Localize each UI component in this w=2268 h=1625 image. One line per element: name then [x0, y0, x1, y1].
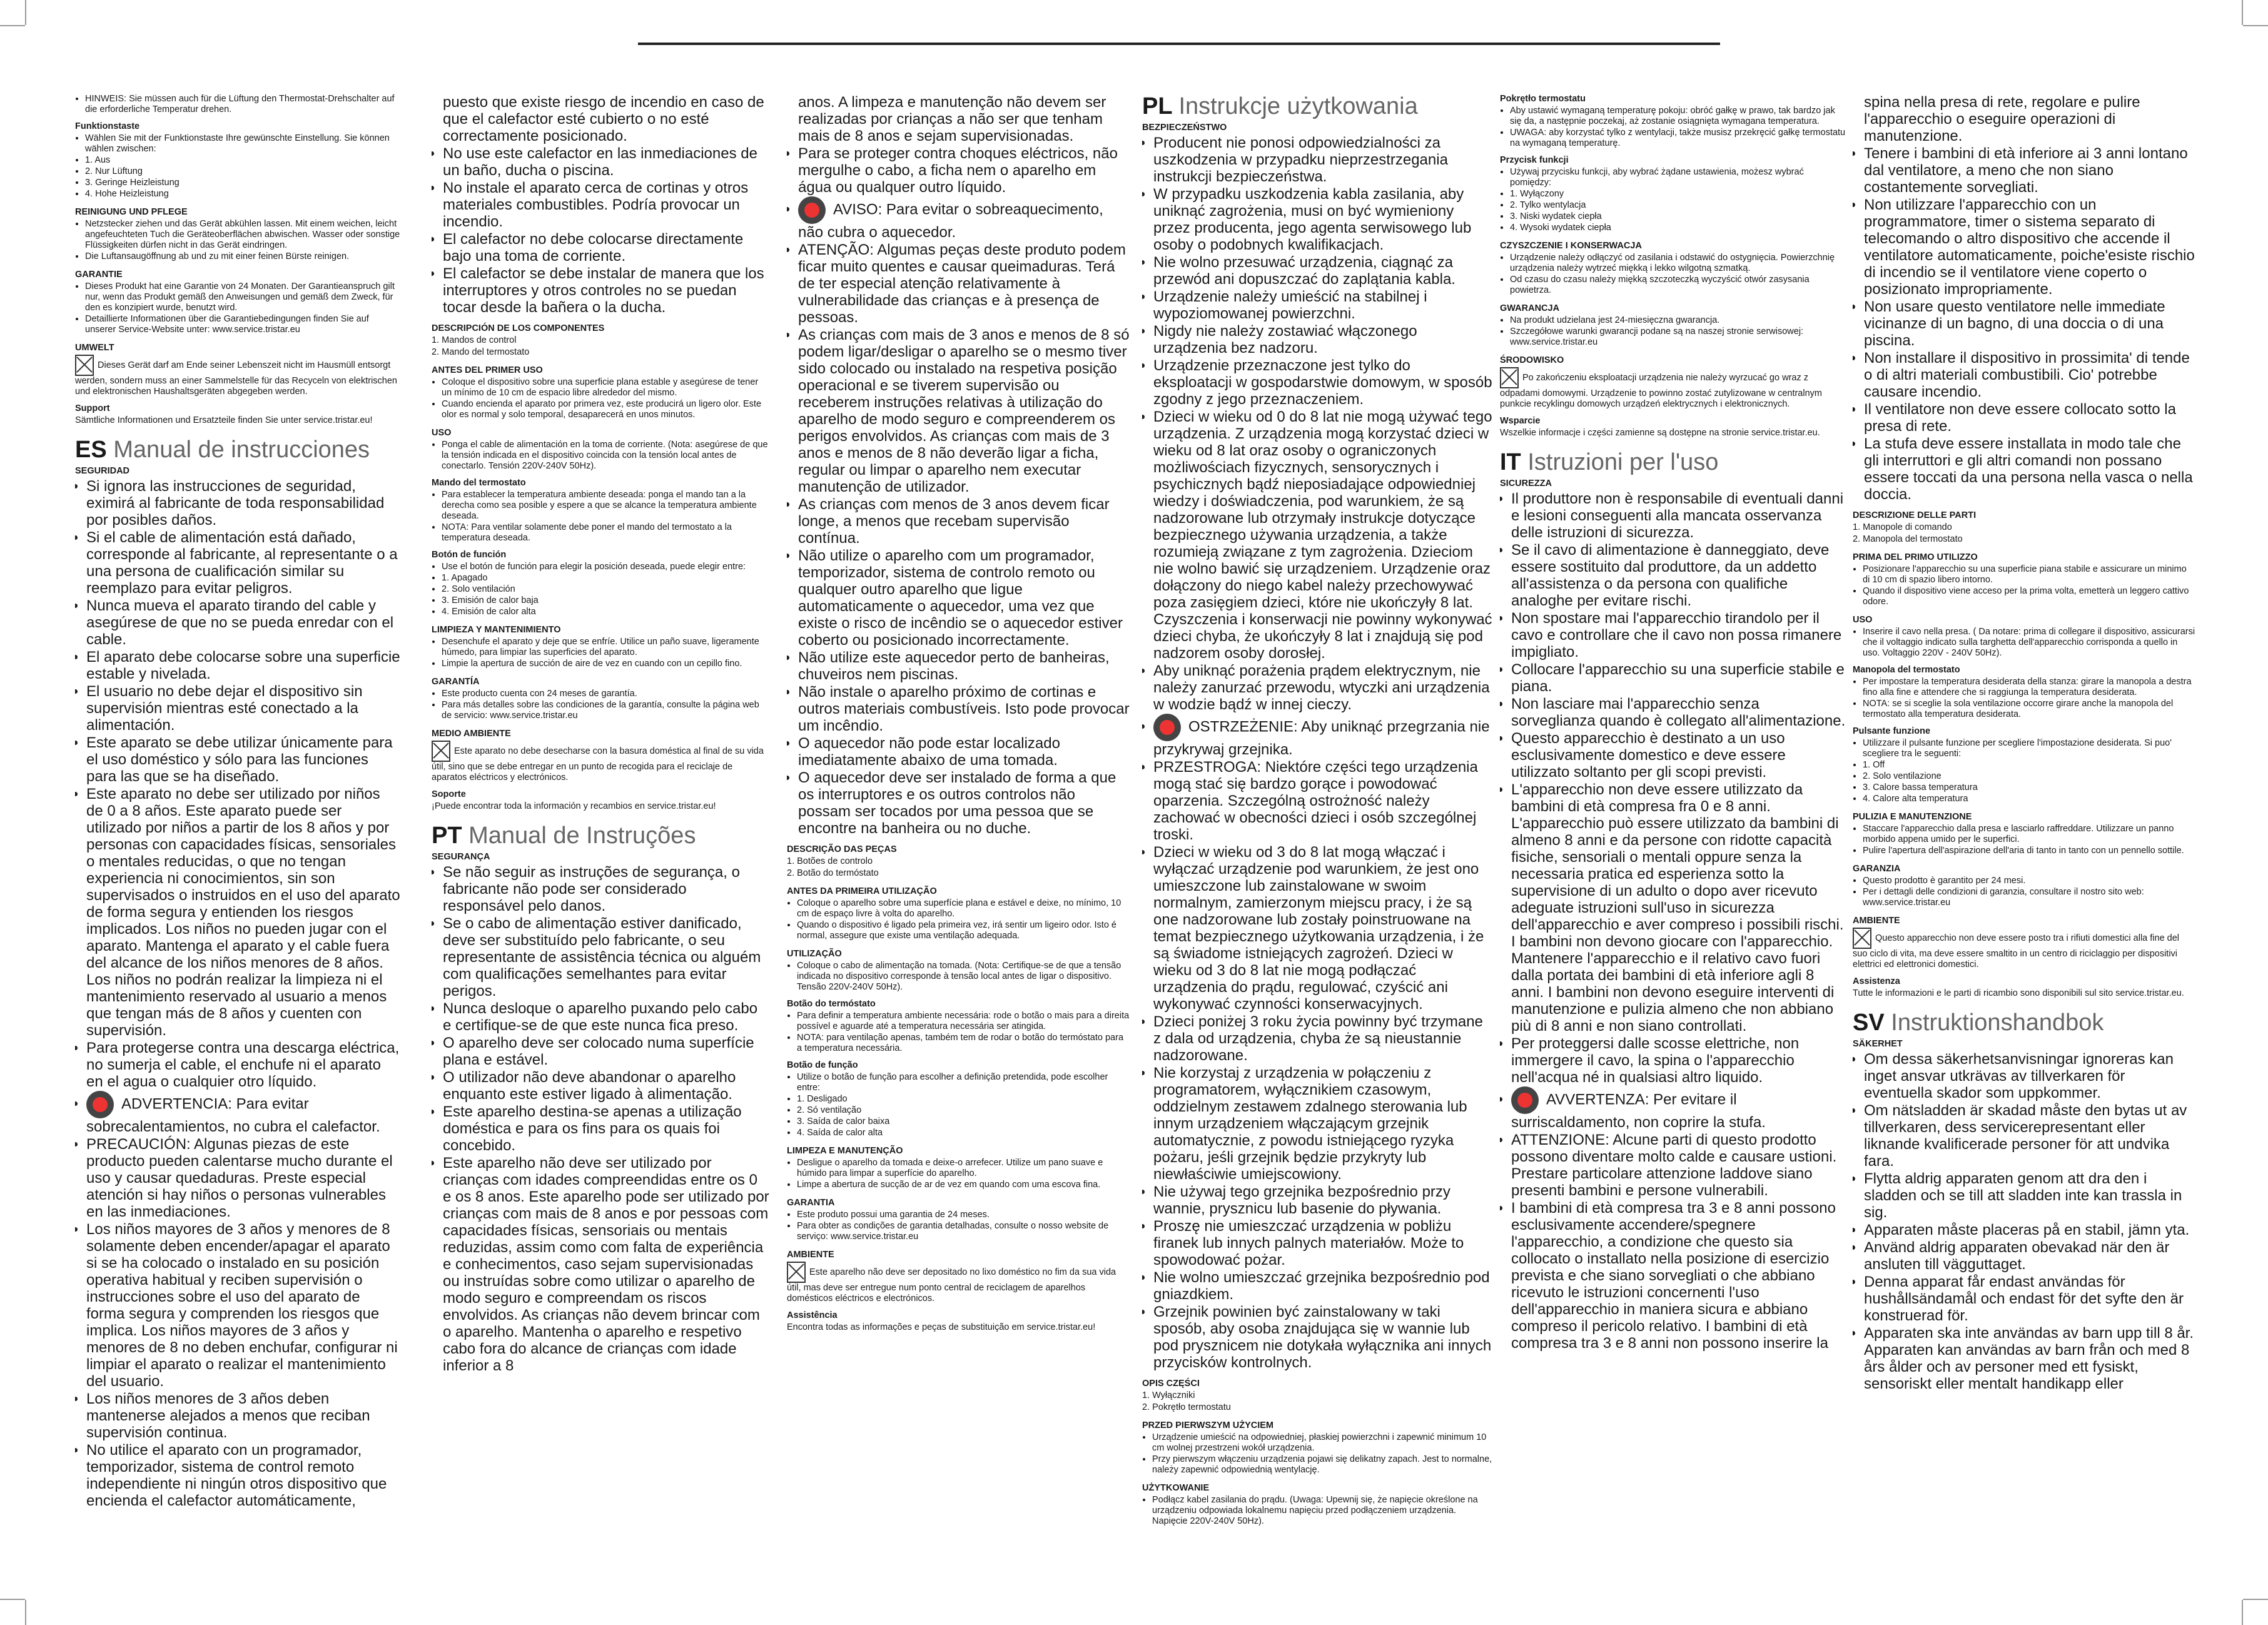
support-title: Support [75, 403, 110, 413]
umwelt-title: UMWELT [75, 343, 114, 353]
column-5: Pokrętło termostatu • Aby ustawić wymaganą temperaturę pokoju: obróć gałkę w prawo, tak bardzo jak się da, a następnie poczekaj, aż zostanie osiągnięta wymagana temperatura. • UWAGA: aby korzystać tylko z wentylacji, także musisz przekręcić gałkę termostatu na wymaganą temperaturę. Przycisk funkcji • Używaj przycisku funkcji, aby wybrać żądane ustawienia, możesz wybrać pomiędzy: • 1. Wyłączony • 2. Tylko wentylacja • 3. Niski wydatek ciepła • 4. Wysoki wydatek ciepła CZYSZCZENIE I KONSERWACJA • Urządzenie należy odłączyć od zasilania i odstawić do ostygnięcia. Powierzchnię urządzenia należy wytrzeć miękką i lekko wilgotną szmatką. • Od czasu do czasu należy miękką szczoteczką wyczyścić otwór zasysania powietrza. GWARANCJA • Na produkt udzielana jest 24-miesięczna gwarancja. • Szczegółowe warunki gwarancji podane są na naszej stronie serwisowej: www.service.tristar.eu ŚRODOWISKO Po zakończeniu eksploatacji urządzenia nie należy wyrzucać go wraz z odpadami domowymi. Urządzenie to powinno zostać zutylizowane w centralnym punkcie recyklingu domowych urządzeń elektrycznych i elektronicznych. Wsparcie Wszelkie informacje i części zamienne są dostępne na stronie service.tristar.eu. IT Istruzioni per l'uso SICUREZZA • Il produttore non è responsabile di eventuali danni e lesioni conseguenti alla mancata osservanza delle istruzioni di sicurezza. • Se il cavo di alimentazione è danneggiato, deve essere sostituito dal produttore, da un addetto all'assistenza o da persona con qualifiche analoghe per evitare rischi. • Non spostare mai l'apparecchio tirandolo per il cavo e controllare che il cavo non possa rimanere impigliato. • Collocare l'apparecchio su una superficie stabile e piana. • Non lasciare mai l'apparecchio senza sorveglianza quando è collegato all'alimentazione. • Questo apparecchio è destinato a un uso esclusivamente domestico e deve essere utilizzato soltanto per gli scopi previsti. • L'apparecchio non deve essere utilizzato da bambini di età compresa fra 0 e 8 anni. L'apparecchio può essere utilizzato da bambini di almeno 8 anni e da persone con ridotte capacità fisiche, sensoriali o mentali oppure senza la necessaria pratica ed esperienza sotto la supervisione di un adulto o dopo aver ricevuto adeguate istruzioni sull'uso in sicurezza dell'apparecchio e aver compreso i possibili rischi. I bambini non devono giocare con l'apparecchio. Mantenere l'apparecchio e il relativo cavo fuori dalla portata dei bambini di età inferiore agli 8 anni. I bambini non devono eseguire interventi di manutenzione e pulizia almeno che non abbiano più di 8 anni e non siano controllati. • Per proteggersi dalle scosse elettriche, non immergere il cavo, la spina o l'apparecchio nell'acqua né in qualsiasi altro liquido. • AVVERTENZA: Per evitare il surriscaldamento, non coprire la stufa. • ATTENZIONE: Alcune parti di questo prodotto possono diventare molto calde e causare ustioni. Prestare particolare attenzione laddove siano presenti bambini e persone vulnerabili. • I bambini di età compresa tra 3 e 8 anni possono esclusivamente accendere/spegnere l'apparecchio, a condizione che questo sia collocato o installato nella posizione di esercizio prevista e che siano sorvegliati o che abbiano ricevuto le istruzioni concernenti l'uso dell'apparecchio in maniera sicura e abbiano compreso il pericolo relativo. I bambini di età compresa tra 3 e 8 anni non possono inserire la [1500, 94, 1847, 1594]
reinigung-title: REINIGUNG UND PFLEGE [75, 207, 188, 217]
crop-mark-tr-h [2243, 25, 2268, 26]
recycle-bin-icon [1500, 367, 1519, 388]
recycle-bin-icon [75, 355, 94, 376]
pt-heading: PT Manual de Instruções [432, 823, 696, 849]
no-cover-warning-icon [1511, 1086, 1539, 1114]
crop-mark-br-h [2243, 1599, 2268, 1600]
column-4: PL Instrukcje użytkowania BEZPIECZEŃSTWO • Producent nie ponosi odpowiedzialności za uszkodzenia w przypadku nieprzestrzegania instrukcji bezpieczeństwa. • W przypadku uszkodzenia kabla zasilania, aby uniknąć zagrożenia, musi on być wymieniony przez producenta, jego agenta serwisowego lub osoby o podobnych kwalifikacjach. • Nie wolno przesuwać urządzenia, ciągnąć za przewód ani dopuszczać do zaplątania kabla. • Urządzenie należy umieścić na stabilnej i wypoziomowanej powierzchni. • Nigdy nie należy zostawiać włączonego urządzenia bez nadzoru. • Urządzenie przeznaczone jest tylko do eksploatacji w gospodarstwie domowym, w sposób zgodny z jego przeznaczeniem. • Dzieci w wieku od 0 do 8 lat nie mogą używać tego urządzenia. Z urządzenia mogą korzystać dzieci w wieku od 8 lat oraz osoby o ograniczonych możliwościach fizycznych, sensorycznych i psychicznych bądź nieposiadające odpowiedniej wiedzy i doświadczenia, pod warunkiem, że są nadzorowane lub otrzymały instrukcje dotyczące bezpiecznego używania urządzenia, a także rozumieją związane z tym zagrożenia. Dzieciom nie wolno bawić się urządzeniem. Urządzenie oraz dołączony do niego kabel należy przechowywać poza zasięgiem dzieci, które nie ukończyły 8 lat. Czyszczenia i konserwacji nie powinny wykonywać dzieci chyba, że ukończyły 8 lat i znajdują się pod nadzorem osoby dorosłej. • Aby uniknąć porażenia prądem elektrycznym, nie należy zanurzać przewodu, wtyczki ani urządzenia w wodzie bądź w innej cieczy. • OSTRZEŻENIE: Aby uniknąć przegrzania nie przykrywaj grzejnika. • PRZESTROGA: Niektóre części tego urządzenia mogą stać się bardzo gorące i powodować oparzenia. Szczególną ostrożność należy zachować w obecności dzieci i osób szczególnej troski. • Dzieci w wieku od 3 do 8 lat mogą włączać i wyłączać urządzenie pod warunkiem, że jest ono umieszczone lub zainstalowane w swoim normalnym, zamierzonym miejscu pracy, i że są one nadzorowane lub zostały poinstruowane na temat bezpiecznego użytkowania urządzenia, i że są świadome istniejących zagrożeń. Dzieci w wieku od 3 do 8 lat nie mogą podłączać urządzenia do prądu, regulować, czyścić ani wykonywać czynności konserwacyjnych. • Dzieci poniżej 3 roku życia powinny być trzymane z dala od urządzenia, chyba że są nieustannie nadzorowane. • Nie korzystaj z urządzenia w połączeniu z programatorem, wyłącznikiem czasowym, oddzielnym zestawem zdalnego sterowania lub innym urządzeniem włączającym grzejnik automatycznie, z powodu istniejącego ryzyka pożaru, jeśli grzejnik będzie przykryty lub niewłaściwie umiejscowiony. • Nie używaj tego grzejnika bezpośrednio przy wannie, prysznicu lub basenie do pływania. • Proszę nie umieszczać urządzenia w pobliżu firanek lub innych palnych materiałów. Może to spowodować pożar. • Nie wolno umieszczać grzejnika bezpośrednio pod gniazdkiem. • Grzejnik powinien być zainstalowany w taki sposób, aby osoba znajdująca się w wannie lub pod prysznicem nie dotykała wyłącznika ani innych przycisków kontrolnych. OPIS CZĘŚCI 1. Wyłączniki 2. Pokrętło termostatu PRZED PIERWSZYM UŻYCIEM • Urządzenie umieścić na odpowiedniej, płaskiej powierzchni i zapewnić minimum 10 cm wolnej przestrzeni wokół urządzenia. • Przy pierwszym włączeniu urządzenia pojawi się delikatny zapach. Jest to normalne, należy zapewnić odpowiednią wentylację. UŻYTKOWANIE • Podłącz kabel zasilania do prądu. (Uwaga: Upewnij się, że napięcie określone na urządzeniu odpowiada lokalnemu napięciu przed podłączeniem urządzenia. Napięcie 220V-240V 50Hz). [1142, 94, 1492, 1594]
column-1: • HINWEIS: Sie müssen auch für die Lüftung den Thermostat-Drehschalter auf die erforderliche Temperatur drehen. Funktionstaste • Wählen Sie mit der Funktionstaste Ihre gewünschte Einstellung. Sie können wählen zwischen: • 1. Aus • 2. Nur Lüftung • 3. Geringe Heizleistung • 4. Hohe Heizleistung REINIGUNG UND PFLEGE • Netzstecker ziehen und das Gerät abkühlen lassen. Mit einem weichen, leicht angefeuchteten Tuch die Geräteoberflächen abwischen. Wasser oder sonstige Flüssigkeiten dürfen nicht in das Gerät eindringen. • Die Luftansaugöffnung ab und zu mit einer feinen Bürste reinigen. GARANTIE • Dieses Produkt hat eine Garantie von 24 Monaten. Der Garantieanspruch gilt nur, wenn das Produkt gemäß den Anweisungen und gemäß dem Zweck, für den es konzipiert wurde, benutzt wird. • Detaillierte Informationen über die Garantiebedingungen finden Sie auf unserer Service-Website unter: www.service.tristar.eu UMWELT Dieses Gerät darf am Ende seiner Lebenszeit nicht im Hausmüll entsorgt werden, sondern muss an einer Sammelstelle für das Recyceln von elektrischen und elektronischen Haushaltsgeräten abgegeben werden. Support Sämtliche Informationen und Ersatzteile finden Sie unter service.tristar.eu! ES Manual de instrucciones SEGURIDAD • Si ignora las instrucciones de seguridad, eximirá al fabricante de toda responsabilidad por posibles daños. • Si el cable de alimentación está dañado, corresponde al fabricante, al representante o a una persona de cualificación similar su reemplazo para evitar peligros. • Nunca mueva el aparato tirando del cable y asegúrese de que no se pueda enredar con el cable. • El aparato debe colocarse sobre una superficie estable y nivelada. • El usuario no debe dejar el dispositivo sin supervisión mientras esté conectado a la alimentación. • Este aparato se debe utilizar únicamente para el uso doméstico y sólo para las funciones para las que se ha diseñado. • Este aparato no debe ser utilizado por niños de 0 a 8 años. Este aparato puede ser utilizado por niños a partir de los 8 años y por personas con capacidades físicas, sensoriales o mentales reducidas, o que no tengan experiencia ni conocimientos, sin son supervisados o instruidos en el uso del aparato de forma segura y entienden los riesgos implicados. Los niños no pueden jugar con el aparato. Mantenga el aparato y el cable fuera del alcance de los niños menores de 8 años. Los niños no podrán realizar la limpieza ni el mantenimiento reservado al usuario a menos que tengan más de 8 años y cuenten con supervisión. • Para protegerse contra una descarga eléctrica, no sumerja el cable, el enchufe ni el aparato en el agua o cualquier otro líquido. • ADVERTENCIA: Para evitar sobrecalentamientos, no cubra el calefactor. • PRECAUCIÓN: Algunas piezas de este producto pueden calentarse mucho durante el uso y causar quedaduras. Preste especial atención si hay niños o personas vulnerables en las inmediaciones. • Los niños mayores de 3 años y menores de 8 solamente deben encender/apagar el aparato si se ha colocado o instalado en su posición operativa habitual y reciben supervisión o instrucciones sobre el uso del aparato de forma segura y comprenden los riesgos que implica. Los niños mayores de 3 años y menores de 8 no deben enchufar, configurar ni limpiar el aparato o realizar el mantenimiento del usuario. • Los niños menores de 3 años deben mantenerse alejados a menos que reciban supervisión continua. • No utilice el aparato con un programador, temporizador, sistema de control remoto independiente ni ningún otros dispositivo que encienda el calefactor automáticamente, [75, 94, 400, 1594]
no-cover-warning-icon [1153, 714, 1181, 741]
crop-mark-bl [25, 1600, 26, 1625]
crop-mark-br [2242, 1600, 2243, 1625]
crop-mark-tl-h [0, 25, 25, 26]
column-6: spina nella presa di rete, regolare e pulire l'apparecchio o eseguire operazioni di manutenzione. • Tenere i bambini di età inferiore ai 3 anni lontano dal ventilatore, a meno che non siano costantemente sorvegliati. • Non utilizzare l'apparecchio con un programmatore, timer o sistema separato di telecomando o altro dispositivo che accende il ventilatore automaticamente, poiche'esiste rischio di incendio se il ventilatore viene coperto o posizionato impropriamente. • Non usare questo ventilatore nelle immediate vicinanze di un bagno, di una doccia o di una piscina. • Non installare il dispositivo in prossimita' di tende o di altri materiali combustibili. Cio' potrebbe causare incendio. • Il ventilatore non deve essere collocato sotto la presa di rete. • La stufa deve essere installata in modo tale che gli interruttori e gli altri comandi non possano essere toccati da una persona nella vasca o nella doccia. DESCRIZIONE DELLE PARTI 1. Manopole di comando 2. Manopola del termostato PRIMA DEL PRIMO UTILIZZO • Posizionare l'apparecchio su una superficie piana stabile e assicurare un minimo di 10 cm di spazio libero intorno. • Quando il dispositivo viene acceso per la prima volta, emetterà un leggero cattivo odore. USO • Inserire il cavo nella presa. ( Da notare: prima di collegare il dispositivo, assicurarsi che il voltaggio indicato sulla targhetta dell'apparecchio corrisponda a quello in uso. Voltaggio 220V - 240V 50Hz). Manopola del termostato • Per impostare la temperatura desiderata della stanza: girare la manopola a destra fino alla fine e attendere che si raggiunga la temperatura desiderata. • NOTA: se si sceglie la sola ventilazione occorre girare anche la manopola del termostato alla temperatura desiderata. Pulsante funzione • Utilizzare il pulsante funzione per scegliere l'impostazione desiderata. Si puo' scegliere tra le seguenti: • 1. Off • 2. Solo ventilazione • 3. Calore bassa temperatura • 4. Calore alta temperatura PULIZIA E MANUTENZIONE • Staccare l'apparecchio dalla presa e lasciarlo raffreddare. Utilizzare un panno morbido appena umido per le superfici. • Pulire l'apertura dell'aspirazione dell'aria di tanto in tanto con un pennello sottile. GARANZIA • Questo prodotto è garantito per 24 mesi. • Per i dettagli delle condizioni di garanzia, consultare il nostro sito web: www.service.tristar.eu AMBIENTE Questo apparecchio non deve essere posto tra i rifiuti domestici alla fine del suo ciclo di vita, ma deve essere smaltito in un centro di riciclaggio per dispositivi elettrici ed elettronici domestici. Assistenza Tutte le informazioni e le parti di ricambio sono disponibili sul sito service.tristar.eu. SV Instruktionshandbok SÄKERHET • Om dessa säkerhetsanvisningar ignoreras kan inget ansvar utkrävas av tillverkaren för eventuella skador som uppkommer. • Om nätsladden är skadad måste den bytas ut av tillverkaren, dess servicerepresentant eller liknande kvalificerade personer för att undvika fara. • Flytta aldrig apparaten genom att dra den i sladden och se till att sladden inte kan trassla in sig. • Apparaten måste placeras på en stabil, jämn yta. • Använd aldrig apparaten obevakad när den är ansluten till vägguttaget. • Denna apparat får endast användas för hushållsändamål och endast för det syfte den är konstruerad för. • Apparaten ska inte användas av barn upp till 8 år. Apparaten kan användas av barn från och med 8 års ålder och av personer med ett fysiskt, sensoriskt eller mentalt handikapp eller [1853, 94, 2195, 1594]
column-2: puesto que existe riesgo de incendio en caso de que el calefactor esté cubierto o no esté correctamente posicionado. • No use este calefactor en las inmediaciones de un baño, ducha o piscina. • No instale el aparato cerca de cortinas y otros materiales combustibles. Podría provocar un incendio. • El calefactor no debe colocarse directamente bajo una toma de corriente. • El calefactor se debe instalar de manera que los interruptores y otros controles no se puedan tocar desde la bañera o la ducha. DESCRIPCIÓN DE LOS COMPONENTES 1. Mandos de control 2. Mando del termostato ANTES DEL PRIMER USO • Coloque el dispositivo sobre una superficie plana estable y asegúrese de tener un mínimo de 10 cm de espacio libre alrededor del mismo. • Cuando encienda el aparato por primera vez, este producirá un ligero olor. Este olor es normal y solo temporal, desaparecerá en unos minutos. USO • Ponga el cable de alimentación en la toma de corriente. (Nota: asegúrese de que la tensión indicada en el dispositivo coincida con la tensión local antes de conectarlo. Tensión 220V-240V 50Hz). Mando del termostato • Para establecer la temperatura ambiente deseada: ponga el mando tan a la derecha como sea posible y espere a que se alcance la temperatura ambiente deseada. • NOTA: Para ventilar solamente debe poner el mando del termostato a la temperatura deseada. Botón de función • Use el botón de función para elegir la posición deseada, puede elegir entre: • 1. Apagado • 2. Solo ventilación • 3. Emisión de calor baja • 4. Emisión de calor alta LIMPIEZA Y MANTENIMIENTO • Desenchufe el aparato y deje que se enfríe. Utilice un paño suave, ligeramente húmedo, para limpiar las superficies del aparato. • Limpie la apertura de succión de aire de vez en cuando con un cepillo fino. GARANTÍA • Este producto cuenta con 24 meses de garantía. • Para más detalles sobre las condiciones de la garantía, consulte la página web de servicio: www.service.tristar.eu MEDIO AMBIENTE Este aparato no debe desecharse con la basura doméstica al final de su vida útil, sino que se debe entregar en un punto de recogida para el reciclaje de aparatos eléctricos y electrónicos. Soporte ¡Puede encontrar toda la información y recambios en service.tristar.eu! PT Manual de Instruções SEGURANÇA • Se não seguir as instruções de segurança, o fabricante não pode ser considerado responsável pelo danos. • Se o cabo de alimentação estiver danificado, deve ser substituído pelo fabricante, o seu representante de assistência técnica ou alguém com qualificações semelhantes para evitar perigos. • Nunca desloque o aparelho puxando pelo cabo e certifique-se de que este nunca fica preso. • O aparelho deve ser colocado numa superfície plana e estável. • O utilizador não deve abandonar o aparelho enquanto este estiver ligado à alimentação. • Este aparelho destina-se apenas a utilização doméstica e para os fins para os quais foi concebido. • Este aparelho não deve ser utilizado por crianças com idades compreendidas entre os 0 e os 8 anos. Este aparelho pode ser utilizado por crianças com mais de 8 anos e por pessoas com capacidades físicas, sensoriais ou mentais reduzidas, assim como com falta de experiência e conhecimentos, caso sejam supervisionadas ou instruídas sobre como utilizar o aparelho de modo seguro e compreendam os riscos envolvidos. As crianças não devem brincar com o aparelho. Mantenha o aparelho e respetivo cabo fora do alcance de crianças com idade inferior a 8 [432, 94, 769, 1594]
sv-heading: SV Instruktionshandbok [1853, 1010, 2104, 1036]
crop-mark-bl-h [0, 1599, 25, 1600]
crop-mark-tl [25, 0, 26, 25]
column-3: anos. A limpeza e manutenção não devem ser realizadas por crianças a não ser que tenham mais de 8 anos e sejam supervisionadas. • Para se proteger contra choques eléctricos, não mergulhe o cabo, a ficha nem o aparelho em água ou qualquer outro líquido. • AVISO: Para evitar o sobreaquecimento, não cubra o aquecedor. • ATENÇÃO: Algumas peças deste produto podem ficar muito quentes e causar queimaduras. Terá de ter especial atenção relativamente à vulnerabilidade das crianças e à presença de pessoas. • As crianças com mais de 3 anos e menos de 8 só podem ligar/desligar o aparelho se o mesmo tiver sido colocado ou instalado na respetiva posição operacional e se tiverem supervisão ou receberem instruções relativas à utilização do aparelho de modo seguro e compreenderem os perigos envolvidos. As crianças com mais de 3 anos e menos de 8 não deverão ligar a ficha, regular ou limpar o aparelho nem executar manutenção de utilizador. • As crianças com menos de 3 anos devem ficar longe, a menos que recebam supervisão contínua. • Não utilize o aparelho com um programador, temporizador, sistema de controlo remoto ou qualquer outro aparelho que ligue automaticamente o aquecedor, uma vez que existe o risco de incêndio se o aquecedor estiver coberto ou posicionado incorrectamente. • Não utilize este aquecedor perto de banheiras, chuveiros nem piscinas. • Não instale o aparelho próximo de cortinas e outros materiais combustíveis. Isto pode provocar um incêndio. • O aquecedor não pode estar localizado imediatamente abaixo de uma tomada. • O aquecedor deve ser instalado de forma a que os interruptores e os outros controlos não possam ser tocados por uma pessoa que se encontre na banheira ou no duche. DESCRIÇÃO DAS PEÇAS 1. Botões de controlo 2. Botão do termóstato ANTES DA PRIMEIRA UTILIZAÇÃO • Coloque o aparelho sobre uma superfície plana e estável e deixe, no mínimo, 10 cm de espaço livre à volta do aparelho. • Quando o dispositivo é ligado pela primeira vez, irá sentir um ligeiro odor. Isto é normal, assegure que existe uma ventilação adequada. UTILIZAÇÃO • Coloque o cabo de alimentação na tomada. (Nota: Certifique-se de que a tensão indicada no dispositivo corresponde à tensão local antes de ligar o dispositivo. Tensão 220V-240V 50Hz). Botão do termóstato • Para definir a temperatura ambiente necessária: rode o botão o mais para a direita possível e aguarde até a temperatura necessária ser atingida. • NOTA: para ventilação apenas, também tem de rodar o botão do termóstato para a temperatura necessária. Botão de função • Utilize o botão de função para escolher a definição pretendida, pode escolher entre: • 1. Desligado • 2. Só ventilação • 3. Saída de calor baixa • 4. Saída de calor alta LIMPEZA E MANUTENÇÃO • Desligue o aparelho da tomada e deixe-o arrefecer. Utilize um pano suave e húmido para limpar a superfície do aparelho. • Limpe a abertura de sucção de ar de vez em quando com uma escova fina. GARANTIA • Este produto possui uma garantia de 24 meses. • Para obter as condições de garantia detalhadas, consulte o nosso website de serviço: www.service.tristar.eu AMBIENTE Este aparelho não deve ser depositado no lixo doméstico no fim da sua vida útil, mas deve ser entregue num ponto central de reciclagem de aparelhos domésticos eléctricos e electrónicos. Assistência Encontra todas as informações e peças de substituição em service.tristar.eu! [787, 94, 1131, 1594]
recycle-bin-icon [1853, 928, 1871, 949]
it-heading: IT Istruzioni per l'uso [1500, 449, 1719, 475]
recycle-bin-icon [432, 741, 450, 762]
pl-heading: PL Instrukcje użytkowania [1142, 94, 1418, 119]
funktionstaste-list: • Wählen Sie mit der Funktionstaste Ihre gewünschte Einstellung. Sie können wählen zwischen: • 1. Aus • 2. Nur Lüftung • 3. Geringe Heizleistung • 4. Hohe Heizleistung [75, 133, 400, 200]
no-cover-warning-icon [798, 196, 826, 224]
crop-mark-tr [2242, 0, 2243, 25]
es-heading: ES Manual de instrucciones [75, 437, 370, 463]
hinweis: • HINWEIS: Sie müssen auch für die Lüftung den Thermostat-Drehschalter auf die erforderliche Temperatur drehen. [85, 94, 400, 115]
no-cover-warning-icon [86, 1091, 114, 1118]
recycle-bin-icon [787, 1262, 806, 1283]
top-rule [638, 43, 1720, 45]
funktionstaste-title: Funktionstaste [75, 121, 140, 131]
garantie-title: GARANTIE [75, 270, 123, 280]
es-desc-title: DESCRIPCIÓN DE LOS COMPONENTES [432, 323, 605, 333]
es-seguridad: SEGURIDAD [75, 466, 130, 476]
